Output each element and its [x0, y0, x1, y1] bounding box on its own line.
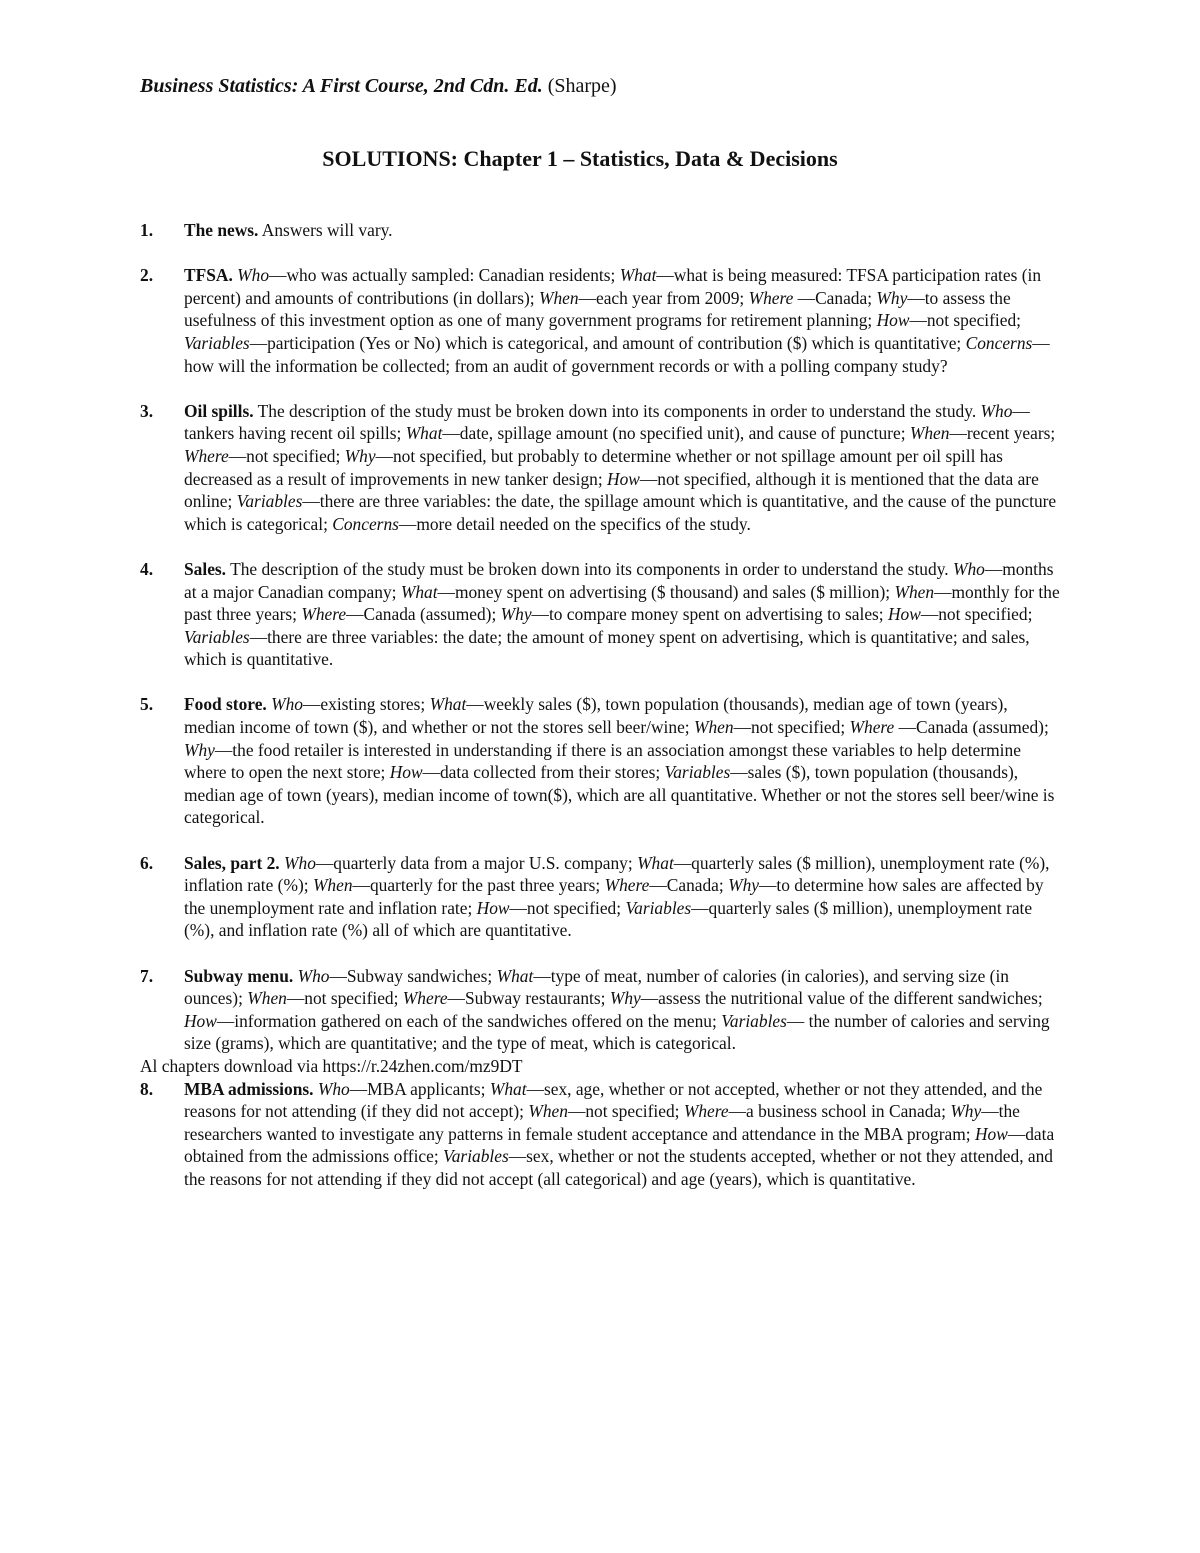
solutions-list [140, 219, 1060, 1213]
field-label: Why [876, 287, 908, 308]
item-number: 7. [140, 965, 154, 986]
item-heading: Subway menu. [184, 965, 294, 986]
item-heading: TFSA. [184, 265, 233, 286]
field-label: Variables [625, 897, 692, 918]
solution-item: 1. The news. Answers will vary. [140, 220, 393, 240]
field-label: What [400, 581, 438, 602]
item-heading: Oil spills. [184, 400, 254, 421]
field-label: Where [402, 988, 448, 1009]
field-label: Who [284, 852, 316, 873]
page-title: SOLUTIONS: Chapter 1 – Statistics, Data & Decisions [322, 146, 838, 171]
field-label: Variables [236, 491, 303, 512]
field-label: How [887, 604, 921, 625]
field-label: What [489, 1078, 527, 1099]
running-header [140, 72, 617, 100]
solution-item: 6. Sales, part 2. Who—quarterly data from a major U.S. company; What—quarterly sales ($ million), unemployment rate (%), inflation rate (%); When—quarterly for the past three years; Where—Canada; Why—to determine how sales are affected by the unemployment rate and inflation rate; How—not specified; Variables—quarterly sales ($ million), unemployment rate (%), and inflation rate (%) all of which are quantitative. [140, 852, 1050, 941]
solution-item: 3. Oil spills. The description of the study must be broken down into its components in order to understand the study. Who—tankers having recent oil spills; What—date, spillage amount (no specified unit), and cause of puncture; When—recent years; Where—not specified; Why—not specified, but probably to determine whether or not spillage amount per oil spill has decreased as a result of improvements in new tanker design; How—not specified, although it is mentioned that the data are online; Variables—there are three variables: the date, the spillage amount which is quantitative, and the cause of the puncture which is categorical; Concerns—more detail needed on the specifics of the study. [140, 400, 1057, 534]
field-label: When [894, 581, 935, 602]
field-label: Variables [721, 1010, 787, 1031]
item-heading: Sales. [184, 558, 227, 579]
book-title: Business Statistics: A First Course, 2nd Cdn. Ed. [140, 75, 543, 97]
field-label: How [476, 897, 510, 918]
field-label: What [496, 965, 534, 986]
item-heading: Sales, part 2. [184, 852, 280, 873]
field-label: When [312, 875, 353, 896]
field-label: How [184, 1010, 217, 1031]
solution-item: 2. TFSA. Who—who was actually sampled: Canadian residents; What—what is being measured: TFSA participation rates (in percent) and amounts of contributions (in dollars); When—each year from 2009; Where —Canada; Why—to assess the usefulness of this investment option as one of many government programs for retirement planning; How—not specified; Variables—participation (Yes or No) which is categorical, and amount of contribution ($) which is quantitative; Concerns—how will the information be collected; from an audit of government records or with a polling company study? [140, 265, 1050, 376]
item-heading: MBA admissions. [184, 1078, 314, 1099]
field-label: How [876, 310, 910, 331]
field-label: Why [950, 1101, 982, 1122]
field-label: What [637, 852, 674, 873]
field-label: Who [237, 265, 270, 286]
solutions-group-1 [140, 219, 1060, 1055]
field-label: How [607, 468, 640, 489]
field-label: What [429, 694, 467, 715]
field-label: Why [184, 739, 215, 760]
solution-item: 4. Sales. The description of the study must be broken down into its components in order to understand the study. Who—months at a major Canadian company; What—money spent on advertising ($ thousand) and sales ($ million); When—monthly for the past three years; Where—Canada (assumed); Why—to compare money spent on advertising to sales; How—not specified; Variables—there are three variables: the date; the amount of money spent on advertising, which is quantitative; and sales, which is quantitative. [140, 558, 1060, 670]
field-label: Why [500, 604, 532, 625]
item-number: 3. [140, 400, 154, 421]
solution-item: 8. MBA admissions. Who—MBA applicants; What—sex, age, whether or not accepted, whether or not they attended, and the reasons for not attending (if they did not accept); When—not specified; Where—a business school in Canada; Why—the researchers wanted to investigate any patterns in female student acceptance and attendance in the MBA program; How—data obtained from the admissions office; Variables—sex, whether or not the students accepted, whether or not they attended, and the reasons for not attending if they did not accept (all categorical) and age (years), which is quantitative. [140, 1078, 1055, 1189]
field-label: Where [849, 717, 895, 738]
item-number: 2. [140, 265, 154, 286]
field-label: What [405, 423, 443, 444]
item-number: 5. [140, 694, 154, 715]
download-note: Al chapters download via https://r.24zhen.com/mz9DT [140, 1055, 523, 1076]
field-label: When [909, 423, 950, 444]
field-label: Variables [184, 626, 250, 647]
field-label: Why [728, 875, 759, 896]
solution-item: 7. Subway menu. Who—Subway sandwiches; What—type of meat, number of calories (in calories), and serving size (in ounces); When—not specified; Where—Subway restaurants; Why—assess the nutritional value of the different sandwiches; How—information gathered on each of the sandwiches offered on the menu; Variables— the number of calories and serving size (grams), which are quantitative; and the type of meat, which is categorical. [140, 965, 1050, 1054]
field-label: Who [271, 694, 304, 715]
field-label: When [528, 1101, 568, 1122]
field-label: When [538, 287, 579, 308]
field-label: Concerns [965, 332, 1033, 353]
field-label: Who [980, 400, 1013, 421]
field-label: Why [344, 445, 376, 466]
field-label: Who [317, 1078, 350, 1099]
field-label: Concerns [332, 513, 399, 534]
solutions-group-2 [140, 1078, 1060, 1191]
field-label: How [974, 1123, 1008, 1144]
field-label: Where [748, 287, 794, 308]
item-number: 6. [140, 852, 154, 873]
solution-item: 5. Food store. Who—existing stores; What—weekly sales ($), town population (thousands), median age of town (years), median income of town ($), and whether or not the stores sell beer/wine; When—not specified; Where —Canada (assumed); Why—the food retailer is interested in understanding if there is an association amongst these variables to help determine where to open the next store; How—data collected from their stores; Variables—sales ($), town population (thousands), median age of town (years), median income of town($), which are all quantitative. Whether or not the stores sell beer/wine is categorical. [140, 694, 1055, 828]
item-number: 4. [140, 558, 154, 579]
field-label: What [619, 265, 657, 286]
field-label: Variables [443, 1146, 509, 1167]
field-label: Where [184, 445, 229, 466]
field-label: When [693, 717, 734, 738]
field-label: Where [301, 604, 347, 625]
item-number: 8. [140, 1078, 154, 1099]
item-number: 1. [140, 220, 154, 240]
item-heading: Food store. [184, 694, 267, 715]
item-heading: The news. [184, 220, 259, 240]
field-label: When [247, 988, 287, 1009]
field-label: Where [604, 875, 650, 896]
field-label: How [389, 762, 423, 783]
field-label: Variables [664, 762, 731, 783]
field-label: Who [952, 558, 985, 579]
book-author: (Sharpe) [547, 75, 617, 97]
field-label: Where [683, 1101, 729, 1122]
field-label: Why [609, 988, 641, 1009]
field-label: Variables [184, 332, 250, 353]
field-label: Who [297, 965, 330, 986]
